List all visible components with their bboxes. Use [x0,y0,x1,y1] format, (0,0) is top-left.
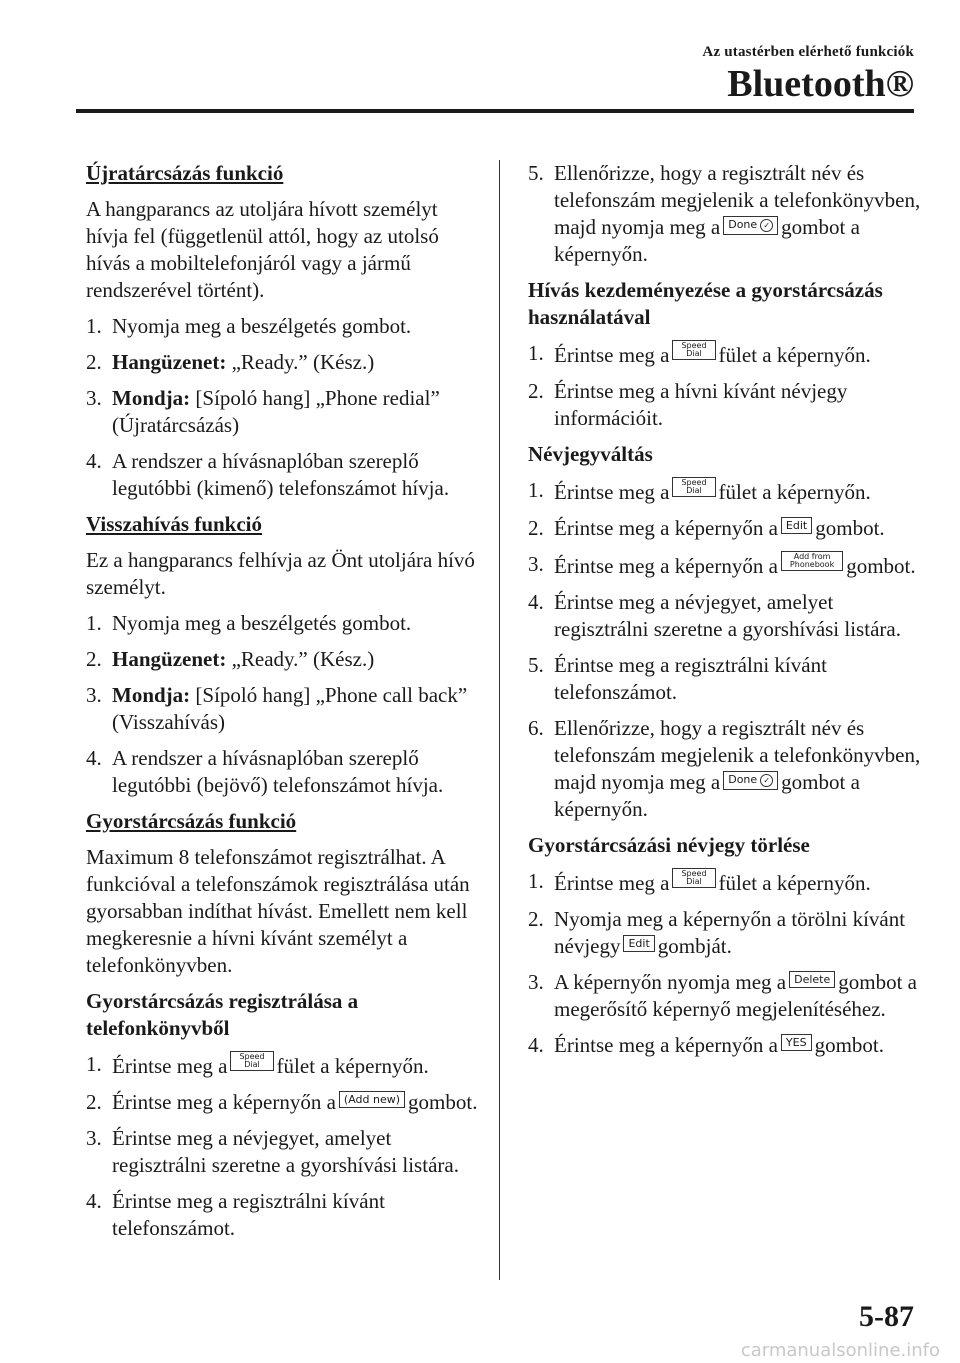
header-title: Bluetooth® [727,63,914,105]
step-item: 2. Hangüzenet: „Ready.” (Kész.) [86,350,375,374]
step-item: 3. Érintse meg a képernyőn a Add from Phonebook gombot. [528,552,916,578]
step-list [528,340,928,432]
yes-button: YES [781,1034,812,1051]
step-item: 1. Érintse meg a Speed Dial fület a képernyőn. [528,869,871,895]
add-from-phonebook-button: Add from Phonebook [781,551,843,571]
add-new-button: (Add new) [339,1091,405,1108]
step-item: 1. Érintse meg a Speed Dial fület a képernyőn. [528,341,871,367]
step-item: 1. Nyomja meg a beszélgetés gombot. [86,611,412,635]
column-divider [499,160,500,1280]
step-list [86,313,480,502]
section-title-delete-contact: Gyorstárcsázási névjegy törlése [528,833,810,857]
section-title-redial: Újratárcsázás funkció [86,161,284,185]
step-item: 6. Ellenőrizze, hogy a regisztrált név és telefonszám megjelenik a telefonkönyvben, majd nyomja meg a Done ✓ gombot a képernyőn. [528,716,921,821]
header-section: Az utastérben elérhető funkciók [702,44,914,60]
edit-button: Edit [781,517,812,534]
section-title-callback: Visszahívás funkció [86,512,263,536]
step-list [86,1051,480,1242]
left-column [86,160,480,1251]
step-item: 3. Érintse meg a névjegyet, amelyet regisztrálni szeretne a gyorshívási listára. [86,1126,459,1177]
section-intro: Maximum 8 telefonszámot regisztrálhat. A funkcióval a telefonszámok regisztrálása után gyorsabban indíthat hívást. Emellett nem kell megkeresnie a hívni kívánt személyt a telefonkönyvben. [86,845,470,977]
check-circle-icon: ✓ [760,219,773,232]
watermark: carmanualsonline.info [740,1340,940,1361]
step-item: 3. A képernyőn nyomja meg a Delete gombot a megerősítő képernyő megjelenítéséhez. [528,970,918,1021]
done-button: Done ✓ [723,771,778,790]
check-circle-icon: ✓ [760,774,773,787]
step-item: 4. Érintse meg a névjegyet, amelyet regisztrálni szeretne a gyorshívási listára. [528,590,901,641]
step-item: 4. Érintse meg a képernyőn a YES gombot. [528,1033,884,1057]
step-item: 2. Hangüzenet: „Ready.” (Kész.) [86,647,375,671]
speed-dial-button: Speed Dial [672,868,715,888]
section-title-call-speed-dial: Hívás kezdeményezése a gyorstárcsázás használatával [528,278,883,329]
step-item: 4. A rendszer a hívásnaplóban szereplő legutóbbi (bejövő) telefonszámot hívja. [86,746,444,797]
step-item: 1. Érintse meg a Speed Dial fület a képernyőn. [528,478,871,504]
step-item: 2. Érintse meg a hívni kívánt névjegy információit. [528,379,848,430]
step-item: 1. Érintse meg a Speed Dial fület a képernyőn. [86,1052,429,1078]
header-rule [76,109,914,113]
step-item: 3. Mondja: [Sípoló hang] „Phone redial” (Újratárcsázás) [86,386,440,437]
step-list [528,868,928,1059]
page-number: 5-87 [859,1300,914,1333]
done-button: Done ✓ [723,216,778,235]
step-item: 4. Érintse meg a regisztrálni kívánt telefonszámot. [86,1189,385,1240]
step-item: 2. Érintse meg a képernyőn a (Add new) gombot. [86,1090,478,1114]
section-title-register-phonebook: Gyorstárcsázás regisztrálása a telefonkönyvből [86,989,359,1040]
step-item: 2. Érintse meg a képernyőn a Edit gombot. [528,516,885,540]
section-intro: Ez a hangparancs felhívja az Önt utoljára hívó személyt. [86,548,475,599]
speed-dial-button: Speed Dial [230,1051,273,1071]
step-item: 5. Érintse meg a regisztrálni kívánt telefonszámot. [528,653,827,704]
section-title-change-contact: Névjegyváltás [528,442,653,466]
step-item: 4. A rendszer a hívásnaplóban szereplő legutóbbi (kimenő) telefonszámot hívja. [86,449,450,500]
right-column [528,160,928,1068]
step-item: 1. Nyomja meg a beszélgetés gombot. [86,314,412,338]
speed-dial-button: Speed Dial [672,477,715,497]
step-item: 5. Ellenőrizze, hogy a regisztrált név és telefonszám megjelenik a telefonkönyvben, majd nyomja meg a Done ✓ gombot a képernyőn. [528,161,921,266]
section-intro: A hangparancs az utoljára hívott személyt hívja fel (függetlenül attól, hogy az utolsó hívás a mobiltelefonjáról vagy a jármű rendszerével történt). [86,197,439,302]
step-list [528,160,928,268]
speed-dial-button: Speed Dial [672,340,715,360]
section-title-speed-dial: Gyorstárcsázás funkció [86,809,297,833]
step-item: 2. Nyomja meg a képernyőn a törölni kívánt névjegy Edit gombját. [528,907,906,958]
step-list [86,610,480,799]
delete-button: Delete [789,971,835,988]
step-list [528,477,928,823]
edit-button: Edit [623,935,654,952]
step-item: 3. Mondja: [Sípoló hang] „Phone call back” (Visszahívás) [86,683,468,734]
